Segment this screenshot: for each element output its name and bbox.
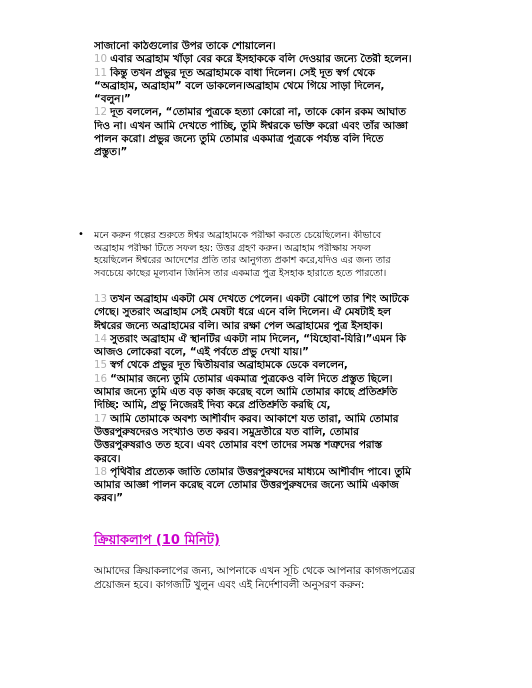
- bullet-icon: •: [78, 229, 84, 240]
- note-line: অব্রাহাম পরীক্ষা টিতে সফল হয়: উত্তর গ্রহণ করুন। অব্রাহাম পরীক্ষায় সফল: [94, 242, 371, 254]
- verse-number: 18: [94, 465, 108, 478]
- text-line: দিচ্ছি: আমি, প্রভু নিজেরই দিব্য করে প্রতিশ্রুতি করছি যে,: [94, 399, 331, 412]
- verse-text: সুতরাং অব্রাহাম ঐ স্থানটির একটা নাম দিলেন, “যিহোবা-যিরি।”এমন কি: [110, 332, 406, 345]
- verse-text: তখন অব্রাহাম একটা মেষ দেখতে পেলেন। একটা ঝোপে তার শিং আটকে: [110, 293, 409, 305]
- text-line: আমার আজ্ঞা পালন করেছ বলে তোমার উত্তরপুরুষদের জন্যে আমি একাজ: [94, 479, 399, 492]
- verse-14: [94, 333, 500, 346]
- verse-16: [94, 373, 500, 386]
- text-line: করবে।: [94, 452, 121, 465]
- verse-text: পৃথিবীর প্রত্যেক জাতি তোমার উত্তরপুরুষদের মাধ্যমে আশীর্বাদ পাবে। তুমি: [110, 465, 411, 478]
- verse-12: [94, 106, 500, 119]
- discussion-note: [94, 230, 504, 280]
- note-line: হয়েছিলেন ঈশ্বরের আদেশের প্রতি তার আনুগত্য প্রকাশ করে,যদিও এর জন্য তার: [94, 255, 391, 266]
- text-line: পালন করো। প্রভুর জন্যে তুমি তোমার একমাত্র পুত্রকে পর্য্যন্ত বলি দিতে: [94, 133, 384, 146]
- verse-17: [94, 413, 500, 426]
- text-line: উত্তরপুরুষদেরও সংখ্যাও তত করব। সমুদ্রতীরে যত বালি, তোমার: [94, 425, 359, 438]
- activity-intro: [94, 564, 500, 592]
- verse-text: “আমার জন্যে তুমি তোমার একমাত্র পুত্রকেও বলি দিতে প্রস্তুত ছিলে।: [110, 372, 393, 385]
- text-line: উত্তরপুরুষরাও তত হবে। এবং তোমার বংশ তাদের সমস্ত শত্রুদের পরাস্ত: [94, 439, 382, 452]
- intro-line: আমাদের ক্রিয়াকলাপের জন্য, আপনাকে এখন সূচি থেকে আপনার কাগজপত্রের: [94, 565, 415, 577]
- text-line: ঈশ্বরের জন্যে অব্রাহামের বলি। আর রক্ষা পেল অব্রাহামের পুত্র ইসহাক।: [94, 319, 383, 332]
- verse-text: স্বর্গ থেকে প্রভুর দূত দ্বিতীয়বার অব্রাহামকে ডেকে বললেন,: [110, 359, 348, 372]
- verse-number: 10: [94, 53, 108, 66]
- verse-number: 14: [94, 332, 108, 345]
- verse-15: [94, 359, 500, 372]
- text-line: সাজানো কাঠগুলোর উপর তাকে শোয়ালেন।: [94, 40, 276, 52]
- text-line: “অব্রাহাম, অব্রাহাম” বলে ডাকলেন।অব্রাহাম থেমে গিয়ে সাড়া দিলেন,: [94, 79, 385, 92]
- text-line: আমার জন্যে তুমি এত বড় কাজ করেছ বলে আমি তোমার কাছে প্রতিশ্রুতি: [94, 386, 398, 399]
- verse-text: কিন্তু তখন প্রভুর দূত অব্রাহামকে বাধা দিলেন। সেই দূত স্বর্গ থেকে: [110, 66, 375, 79]
- verse-number: 12: [94, 106, 108, 119]
- verse-number: 15: [94, 359, 108, 372]
- verse-18: [94, 466, 500, 479]
- scripture-block-2: [94, 293, 500, 506]
- verse-text: আমি তোমাকে অবশ্য আশীর্বাদ করব। আকাশে যত তারা, আমি তোমার: [110, 412, 399, 425]
- text-line: আজও লোকেরা বলে, “এই পর্বতে প্রভু দেখা যায়।”: [94, 346, 309, 359]
- scripture-block-1: [94, 40, 500, 160]
- verse-number: 11: [94, 66, 108, 79]
- activity-heading: ক্রিয়াকলাপ (10 মিনিট): [94, 533, 220, 548]
- text-line: “বলুন।”: [94, 93, 131, 106]
- text-line: দিও না। এখন আমি দেখতে পাচ্ছি, তুমি ঈশ্বরকে ভক্তি করো এবং তাঁর আজ্ঞা: [94, 119, 408, 132]
- verse-13: [94, 293, 500, 306]
- verse-10: [94, 53, 500, 66]
- text-line: করব।”: [94, 492, 124, 505]
- verse-text: দূত বললেন, “তোমার পুত্রকে হত্যা কোরো না, তাকে কোন রকম আঘাত: [110, 106, 406, 119]
- verse-number: 16: [94, 372, 108, 385]
- note-line: সবচেয়ে কাছের মূল্যবান জিনিস তার একমাত্র পুত্র ইসহাক হারাতে হতে পারতো।: [94, 267, 387, 279]
- intro-line: প্রয়োজন হবে। কাগজটি খুলুন এবং এই নির্দেশাবলী অনুসরণ করুন:: [94, 579, 365, 591]
- text-line: প্রস্তুত।”: [94, 146, 128, 159]
- verse-11: [94, 67, 500, 80]
- verse-number: 17: [94, 412, 108, 425]
- verse-text: এবার অব্রাহাম খাঁড়া বের করে ইসহাককে বলি দেওয়ার জন্যে তৈরী হলেন।: [110, 53, 412, 66]
- verse-number: 13: [94, 293, 108, 305]
- text-line: গেছে। সুতরাং অব্রাহাম সেই মেষটা ধরে এনে বলি দিলেন। ঐ মেষটাই হল: [94, 306, 391, 319]
- note-line: মনে করুন গল্পের শুরুতে ঈশ্বর অব্রাহামকে পরীক্ষা করতে চেয়েছিলেন। কীভাবে: [94, 230, 382, 241]
